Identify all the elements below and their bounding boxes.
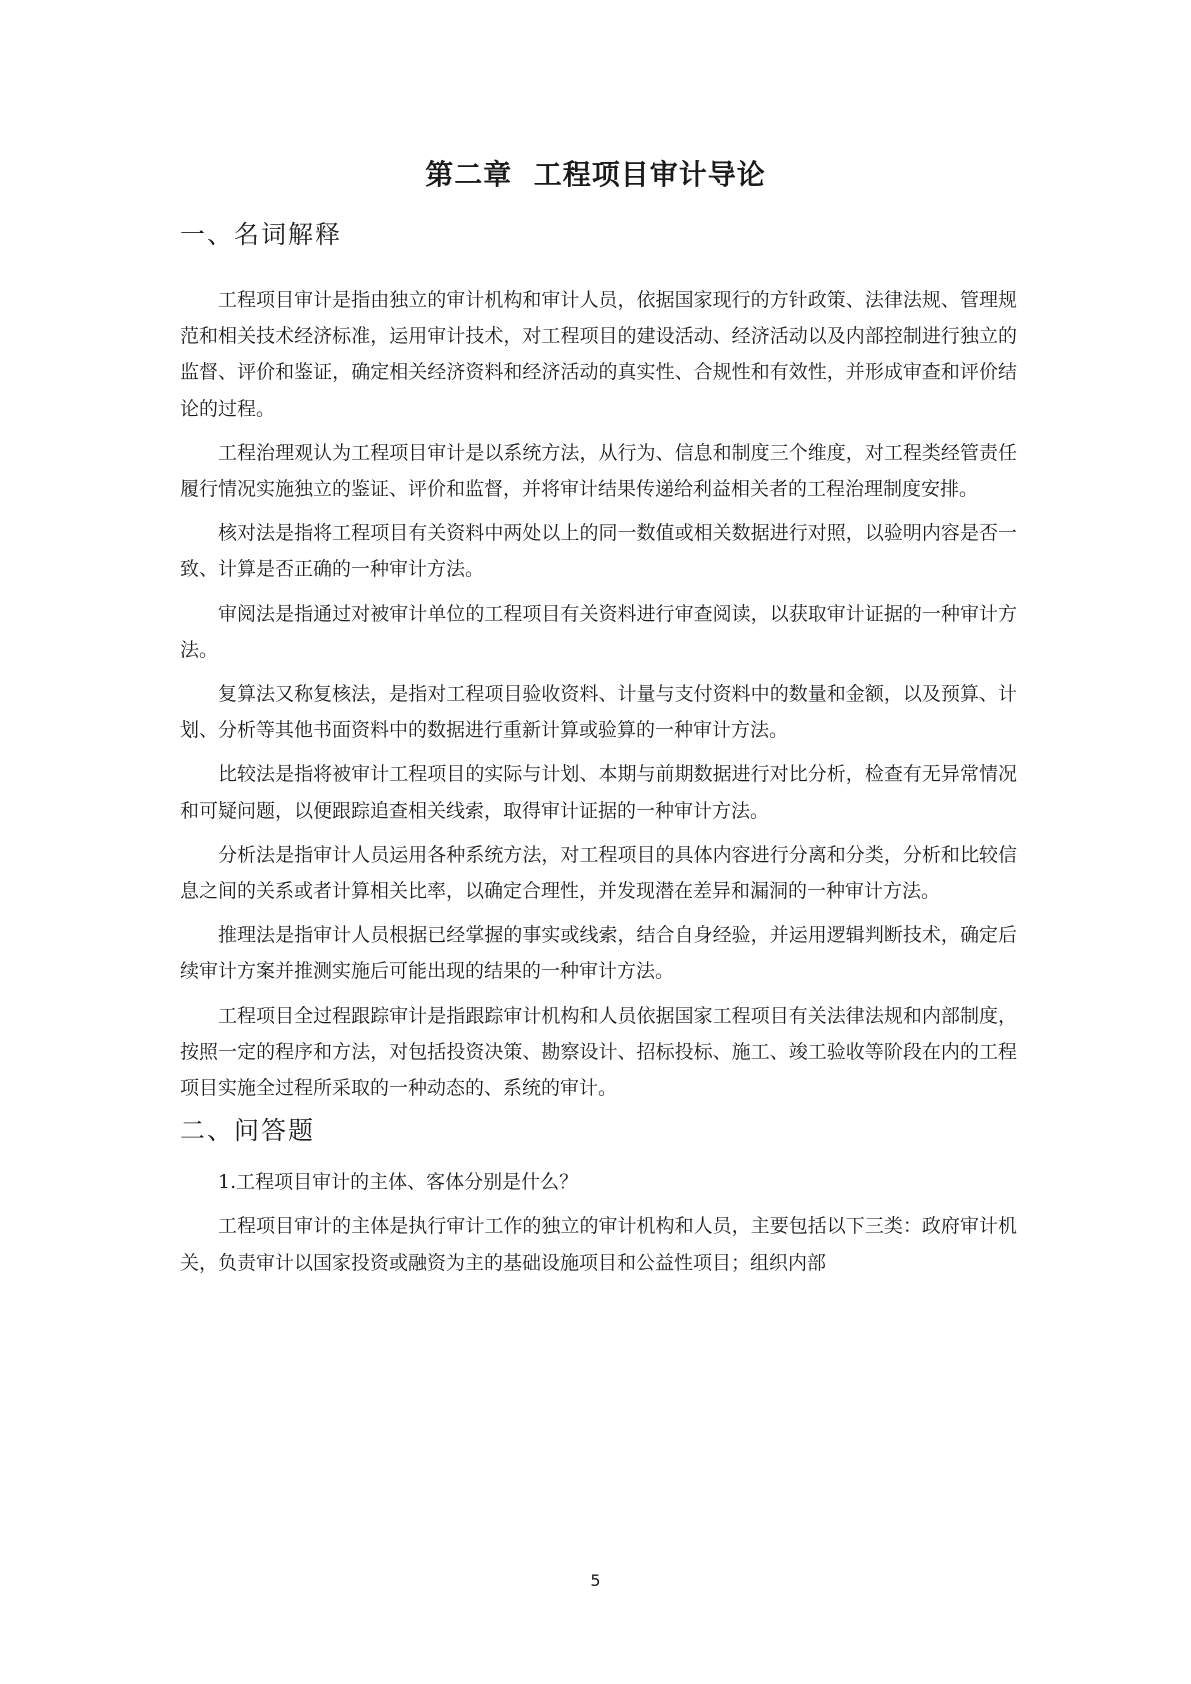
page-number: 5: [590, 1571, 601, 1590]
paragraph-answer: 工程项目审计的主体是执行审计工作的独立的审计机构和人员，主要包括以下三类：政府审计机关，负责审计以国家投资或融资为主的基础设施项目和公益性项目；组织内部: [180, 1215, 1017, 1274]
paragraph-term-definition: 比较法是指将被审计工程项目的实际与计划、本期与前期数据进行对比分析，检查有无异常情况和可疑问题，以便跟踪追查相关线索，取得审计证据的一种审计方法。: [180, 763, 1017, 822]
paragraph-term-definition: 工程项目审计是指由独立的审计机构和审计人员，依据国家现行的方针政策、法律法规、管理规范和相关技术经济标准，运用审计技术，对工程项目的建设活动、经济活动以及内部控制进行独立的监督、评价和鉴证，确定相关经济资料和经济活动的真实性、合规性和有效性，并形成审查和评价结论的过程。: [180, 289, 1017, 420]
chapter-title: 第二章 工程项目审计导论: [425, 158, 766, 191]
section-heading-terms: 一、名词解释: [180, 220, 343, 249]
paragraph-question: 1.工程项目审计的主体、客体分别是什么？: [218, 1171, 579, 1194]
paragraph-term-definition: 工程治理观认为工程项目审计是以系统方法，从行为、信息和制度三个维度，对工程类经管责任履行情况实施独立的鉴证、评价和监督，并将审计结果传递给利益相关者的工程治理制度安排。: [180, 441, 1017, 501]
paragraph-term-definition: 核对法是指将工程项目有关资料中两处以上的同一数值或相关数据进行对照，以验明内容是否一致、计算是否正确的一种审计方法。: [180, 522, 1017, 581]
paragraph-term-definition: 复算法又称复核法，是指对工程项目验收资料、计量与支付资料中的数量和金额，以及预算、计划、分析等其他书面资料中的数据进行重新计算或验算的一种审计方法。: [180, 683, 1017, 742]
section-heading-qa: 二、问答题: [180, 1116, 316, 1146]
paragraph-term-definition: 推理法是指审计人员根据已经掌握的事实或线索，结合自身经验，并运用逻辑判断技术，确定后续审计方案并推测实施后可能出现的结果的一种审计方法。: [180, 924, 1017, 983]
page-content: [180, 216, 1017, 1281]
paragraph-term-definition: 分析法是指审计人员运用各种系统方法，对工程项目的具体内容进行分离和分类，分析和比较信息之间的关系或者计算相关比率，以确定合理性，并发现潜在差异和漏洞的一种审计方法。: [180, 843, 1017, 903]
paragraph-term-definition: 工程项目全过程跟踪审计是指跟踪审计机构和人员依据国家工程项目有关法律法规和内部制度，按照一定的程序和方法，对包括投资决策、勘察设计、招标投标、施工、竣工验收等阶段在内的工程项目实施全过程所采取的一种动态的、系统的审计。: [180, 1004, 1017, 1100]
paragraph-term-definition: 审阅法是指通过对被审计单位的工程项目有关资料进行审查阅读，以获取审计证据的一种审计方法。: [180, 602, 1017, 661]
